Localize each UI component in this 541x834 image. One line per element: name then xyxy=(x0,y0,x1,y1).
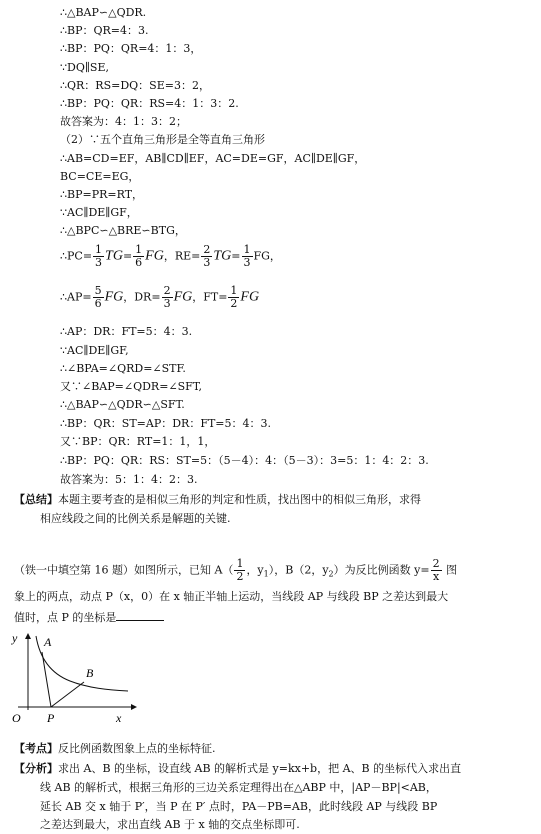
fraction: $\frac{2}{3}$ xyxy=(203,243,211,269)
analysis-line: 【分析】求出 A、B 的坐标，设直线 AB 的解析式是 y=kx+b，把 A、B 的坐标代入求出直 xyxy=(14,762,462,775)
fraction: $\frac{1}{3}$ xyxy=(95,243,103,269)
label-b: B xyxy=(86,666,94,680)
fraction: $\frac{1}{2}$ xyxy=(230,284,238,310)
segment-ap xyxy=(42,652,51,707)
solution-line: ∴BP：PQ：QR=4：1：3， xyxy=(60,42,202,55)
solution-line: ∵DQ∥SE, xyxy=(60,61,109,74)
solution-line: ∵AC∥DE∥GF, xyxy=(60,344,129,357)
summary-tag: 【总结】 xyxy=(14,493,58,506)
fraction: $\frac{5}{6}$ xyxy=(94,284,102,310)
fraction: $\frac{1}{2}$ xyxy=(236,557,244,583)
fraction: $\frac{2}{3}$ xyxy=(163,284,171,310)
analysis-line: 之差达到最大，求出直线 AB 于 x 轴的交点坐标即可. xyxy=(40,818,300,831)
label-o: O xyxy=(12,711,21,725)
answer-blank xyxy=(116,610,164,621)
summary-line: 相应线段之间的比例关系是解题的关键. xyxy=(40,512,231,525)
solution-line: ∴△BPC∽△BRE∽BTG， xyxy=(60,224,186,237)
analysis-line: 延长 AB 交 x 轴于 P′，当 P 在 P′ 点时，PA－PB=AB，此时线段 AP 与线段 BP xyxy=(40,800,438,813)
solution-line: ∴QR：RS=DQ：SE=3：2， xyxy=(60,79,210,92)
fraction: $\frac{2}{x}$ xyxy=(432,557,440,583)
analysis-line: 线 AB 的解析式，根据三角形的三边关系定理得出在△ABP 中，|AP－BP|<AB， xyxy=(40,781,437,794)
solution-line: 又∵∠BAP=∠QDR=∠SFT, xyxy=(60,380,203,393)
solution-fraction-line: ∴AP= $\frac{5}{6}$ FG，DR= $\frac{2}{3}$ FG，FT= $\frac{1}{2}$ FG xyxy=(60,284,260,310)
solution-line: （2）∵五个直角三角形是全等直角三角形 xyxy=(60,133,265,146)
solution-line: ∴BP=PR=RT， xyxy=(60,188,144,201)
problem-line: （铁一中填空第 16 题）如图所示，已知 A（ $\frac{1}{2}$ ，$y_1$），B（2，$y_2$）为反比例函数 y= $\frac{2}{x}$ 图 xyxy=(14,557,458,583)
problem-line: 值时，点 P 的坐标是 xyxy=(14,610,164,625)
solution-line: ∴AP：DR：FT=5：4：3. xyxy=(60,325,193,338)
solution-line: ∴△BAP∽△QDR. xyxy=(60,6,147,19)
fraction: $\frac{1}{6}$ xyxy=(135,243,143,269)
solution-line: ∴BP：PQ：QR：RS：ST=5：（5－4）：4：（5－3）：3=5：1：4：2：3. xyxy=(60,454,429,467)
label-y: y xyxy=(12,631,18,645)
solution-line: 故答案为：4：1：3：2； xyxy=(60,115,187,128)
solution-line: BC=CE=EG， xyxy=(60,170,140,183)
solution-line: ∴BP：QR=4：3. xyxy=(60,24,149,37)
solution-line: ∴AB=CD=EF，AB∥CD∥EF，AC=DE=GF，AC∥DE∥GF， xyxy=(60,152,366,165)
keypoint-line: 【考点】反比例函数图象上点的坐标特征. xyxy=(14,742,216,755)
solution-line: 故答案为：5：1：4：2：3. xyxy=(60,473,198,486)
solution-line: ∴△BAP∽△QDR∽△SFT. xyxy=(60,398,185,411)
summary-line: 【总结】本题主要考查的是相似三角形的判定和性质，找出图中的相似三角形，求得 xyxy=(14,493,421,506)
fraction: $\frac{1}{3}$ xyxy=(243,243,251,269)
solution-line: 又∵BP：QR：RT=1：1，1， xyxy=(60,435,216,448)
keypoint-tag: 【考点】 xyxy=(14,742,58,755)
solution-line: ∵AC∥DE∥GF， xyxy=(60,206,138,219)
analysis-tag: 【分析】 xyxy=(14,762,58,775)
solution-line: ∴BP：QR：ST=AP：DR：FT=5：4：3. xyxy=(60,417,271,430)
label-p: P xyxy=(47,711,55,725)
solution-fraction-line: ∴PC= $\frac{1}{3}$ TG= $\frac{1}{6}$ FG，RE= $\frac{2}{3}$ TG= $\frac{1}{3}$ FG， xyxy=(60,243,281,269)
function-graph-figure xyxy=(4,630,144,730)
segment-bp xyxy=(51,682,84,707)
label-a: A xyxy=(44,635,52,649)
label-x: x xyxy=(116,711,122,725)
solution-line: ∴∠BPA=∠QRD=∠STF. xyxy=(60,362,186,375)
problem-line: 象上的两点，动点 P（x，0）在 x 轴正半轴上运动，当线段 AP 与线段 BP 之差达到最大 xyxy=(14,590,449,603)
solution-line: ∴BP：PQ：QR：RS=4：1：3：2. xyxy=(60,97,239,110)
